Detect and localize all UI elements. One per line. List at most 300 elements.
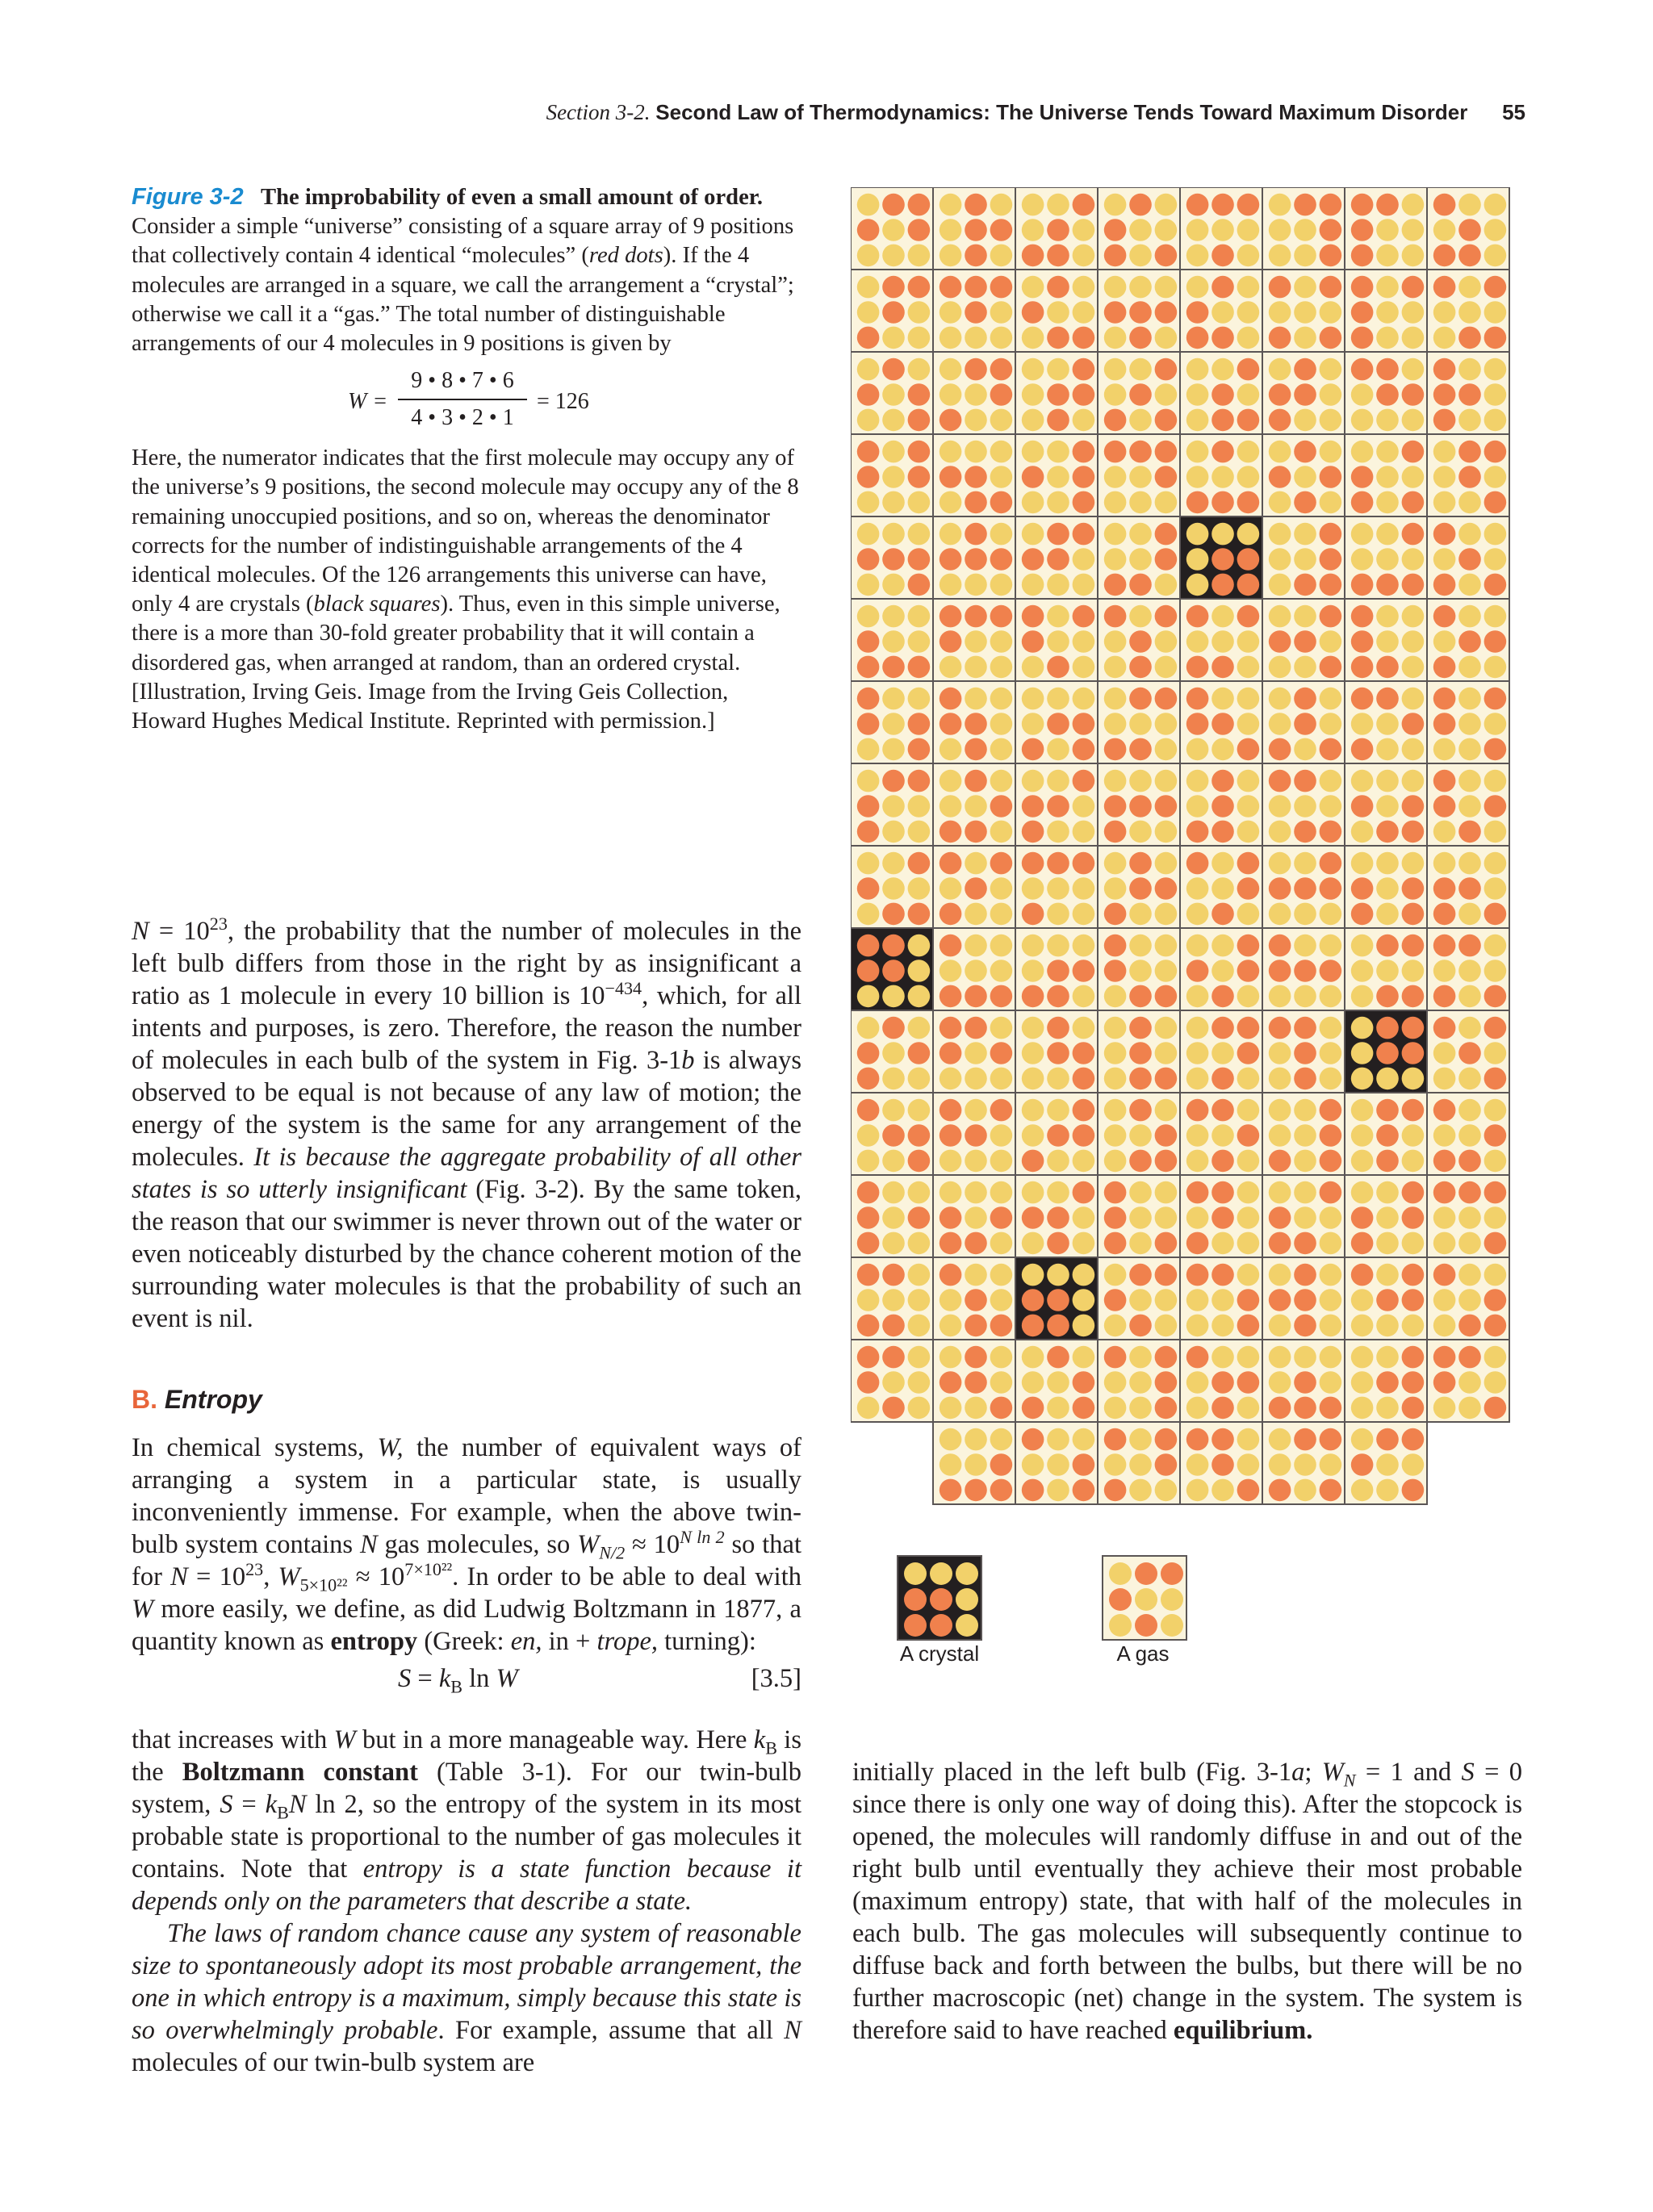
molecule-dot — [882, 960, 905, 982]
molecule-dot — [1294, 630, 1316, 653]
molecule-dot — [1433, 770, 1456, 792]
empty-position-dot — [1484, 852, 1507, 875]
section-letter: B. — [132, 1385, 157, 1414]
empty-position-dot — [857, 491, 880, 514]
empty-position-dot — [1073, 985, 1095, 1008]
arrangement-cell — [1098, 516, 1180, 599]
molecule-dot — [965, 770, 987, 792]
molecule-dot — [1129, 194, 1152, 216]
molecule-dot — [990, 1397, 1013, 1420]
molecule-dot — [1320, 1150, 1342, 1173]
empty-position-dot — [990, 327, 1013, 349]
empty-position-dot — [1484, 770, 1507, 792]
empty-position-dot — [1376, 491, 1399, 514]
molecule-dot — [1104, 738, 1127, 761]
arrangement-cell — [1427, 846, 1509, 928]
molecule-dot — [1351, 630, 1374, 653]
molecule-dot — [1294, 1289, 1316, 1311]
empty-position-dot — [1320, 1232, 1342, 1255]
molecule-dot — [939, 605, 962, 628]
molecule-dot — [1402, 1371, 1425, 1394]
molecule-dot — [908, 574, 931, 596]
empty-position-dot — [1073, 574, 1095, 596]
molecule-dot — [1433, 877, 1456, 900]
empty-position-dot — [1104, 383, 1127, 406]
empty-position-dot — [1047, 935, 1069, 957]
arrangement-cell — [1262, 1175, 1345, 1257]
empty-position-dot — [1269, 194, 1291, 216]
subscript: B — [450, 1676, 463, 1697]
molecule-dot — [857, 441, 880, 463]
molecule-dot — [1269, 383, 1291, 406]
empty-position-dot — [1320, 1264, 1342, 1286]
empty-position-dot — [1458, 409, 1481, 432]
empty-position-dot — [1073, 1232, 1095, 1255]
empty-position-dot — [939, 1428, 962, 1451]
molecule-dot — [1484, 574, 1507, 596]
empty-position-dot — [1458, 903, 1481, 926]
empty-position-dot — [1484, 877, 1507, 900]
arrangement-cell — [1262, 599, 1345, 681]
molecule-dot — [1155, 985, 1178, 1008]
empty-position-dot — [1212, 358, 1234, 381]
molecule-dot — [882, 194, 905, 216]
molecule-dot — [857, 960, 880, 982]
empty-position-dot — [1237, 466, 1260, 488]
molecule-dot — [1047, 523, 1069, 546]
empty-position-dot — [1104, 656, 1127, 679]
molecule-dot — [882, 301, 905, 324]
empty-position-dot — [1186, 877, 1209, 900]
empty-position-dot — [1212, 1124, 1234, 1147]
empty-position-dot — [1104, 1371, 1127, 1394]
molecule-dot — [965, 821, 987, 843]
legend-crystal-label: A crystal — [899, 1641, 980, 1666]
empty-position-dot — [965, 903, 987, 926]
empty-position-dot — [882, 441, 905, 463]
empty-position-dot — [1022, 877, 1044, 900]
empty-position-dot — [1402, 688, 1425, 710]
molecule-dot — [1433, 985, 1456, 1008]
empty-position-dot — [1237, 656, 1260, 679]
molecule-dot — [1320, 738, 1342, 761]
empty-position-dot — [1458, 1289, 1481, 1311]
empty-position-dot — [1294, 738, 1316, 761]
molecule-dot — [1269, 276, 1291, 299]
empty-position-dot — [882, 1068, 905, 1090]
arrangement-cell — [1180, 1175, 1262, 1257]
empty-position-dot — [1022, 1371, 1044, 1394]
molecule-dot — [1237, 194, 1260, 216]
molecule-dot — [882, 770, 905, 792]
empty-position-dot — [1269, 574, 1291, 596]
molecule-dot — [908, 1124, 931, 1147]
empty-position-dot — [908, 1346, 931, 1369]
empty-position-dot — [1237, 903, 1260, 926]
arrangement-cell — [1098, 1175, 1180, 1257]
empty-position-dot — [857, 852, 880, 875]
empty-position-dot — [1155, 491, 1178, 514]
empty-position-dot — [1269, 245, 1291, 267]
empty-position-dot — [1155, 1017, 1178, 1039]
empty-position-dot — [908, 1099, 931, 1122]
empty-position-dot — [1458, 985, 1481, 1008]
molecule-dot — [908, 466, 931, 488]
running-header — [129, 100, 1525, 125]
empty-position-dot — [1212, 630, 1234, 653]
empty-position-dot — [1458, 960, 1481, 982]
empty-position-dot — [1320, 985, 1342, 1008]
arrangement-cell — [1262, 1340, 1345, 1422]
empty-position-dot — [1320, 935, 1342, 957]
molecule-dot — [1186, 605, 1209, 628]
empty-position-dot — [1351, 985, 1374, 1008]
molecule-dot — [857, 1264, 880, 1286]
molecule-dot — [1135, 1562, 1157, 1585]
subscript: 5×10²² — [299, 1574, 348, 1595]
empty-position-dot — [1155, 194, 1178, 216]
arrangement-cell — [1098, 434, 1180, 516]
molecule-dot — [1458, 1150, 1481, 1173]
empty-position-dot — [1104, 327, 1127, 349]
molecule-dot — [1129, 1017, 1152, 1039]
empty-position-dot — [1458, 523, 1481, 546]
empty-position-dot — [882, 605, 905, 628]
molecule-dot — [1073, 358, 1095, 381]
molecule-dot — [857, 1099, 880, 1122]
molecule-dot — [1047, 383, 1069, 406]
molecule-dot — [1351, 219, 1374, 241]
molecule-dot — [939, 821, 962, 843]
molecule-dot — [1073, 1181, 1095, 1204]
empty-position-dot — [990, 1264, 1013, 1286]
empty-position-dot — [857, 1289, 880, 1311]
molecule-dot — [1073, 194, 1095, 216]
molecule-dot — [1269, 1150, 1291, 1173]
molecule-dot — [939, 1124, 962, 1147]
empty-position-dot — [1129, 409, 1152, 432]
empty-position-dot — [1351, 960, 1374, 982]
empty-position-dot — [908, 821, 931, 843]
empty-position-dot — [990, 194, 1013, 216]
empty-position-dot — [1022, 574, 1044, 596]
empty-position-dot — [1155, 327, 1178, 349]
empty-position-dot — [1022, 219, 1044, 241]
arrangement-cell — [1180, 1093, 1262, 1175]
molecule-dot — [1104, 574, 1127, 596]
empty-position-dot — [908, 1264, 931, 1286]
molecule-dot — [1186, 1346, 1209, 1369]
empty-position-dot — [1073, 1017, 1095, 1039]
molecule-dot — [1402, 1017, 1425, 1039]
text: so that for — [132, 1530, 802, 1591]
molecule-dot — [939, 903, 962, 926]
molecule-dot — [1237, 358, 1260, 381]
arrangement-cell — [1015, 1175, 1098, 1257]
empty-position-dot — [1402, 630, 1425, 653]
grid-layer — [851, 187, 1509, 1504]
empty-position-dot — [1186, 219, 1209, 241]
molecule-dot — [1320, 1181, 1342, 1204]
empty-position-dot — [1376, 301, 1399, 324]
empty-position-dot — [1237, 713, 1260, 735]
empty-position-dot — [965, 1453, 987, 1476]
empty-position-dot — [1161, 1588, 1183, 1611]
molecule-dot — [857, 466, 880, 488]
molecule-dot — [1269, 1017, 1291, 1039]
molecule-dot — [1129, 877, 1152, 900]
molecule-dot — [1047, 795, 1069, 817]
empty-position-dot — [908, 1289, 931, 1311]
empty-position-dot — [1351, 1346, 1374, 1369]
molecule-dot — [1073, 441, 1095, 463]
molecule-dot — [990, 1206, 1013, 1229]
empty-position-dot — [990, 466, 1013, 488]
molecule-dot — [1022, 1206, 1044, 1229]
molecule-dot — [857, 1232, 880, 1255]
empty-position-dot — [1402, 548, 1425, 571]
empty-position-dot — [1458, 358, 1481, 381]
empty-position-dot — [1484, 1346, 1507, 1369]
empty-position-dot — [1129, 548, 1152, 571]
empty-position-dot — [990, 1289, 1013, 1311]
empty-position-dot — [1109, 1562, 1132, 1585]
molecule-dot — [1047, 219, 1069, 241]
molecule-dot — [1212, 194, 1234, 216]
molecule-dot — [939, 548, 962, 571]
empty-position-dot — [1186, 523, 1209, 546]
empty-position-dot — [1073, 1289, 1095, 1311]
empty-position-dot — [1351, 1042, 1374, 1064]
molecule-dot — [1237, 1371, 1260, 1394]
empty-position-dot — [1073, 548, 1095, 571]
empty-position-dot — [1402, 1453, 1425, 1476]
empty-position-dot — [1294, 795, 1316, 817]
molecule-dot — [1433, 605, 1456, 628]
molecule-dot — [939, 688, 962, 710]
molecule-dot — [908, 656, 931, 679]
empty-position-dot — [1376, 1346, 1399, 1369]
empty-position-dot — [1237, 1346, 1260, 1369]
empty-position-dot — [1433, 1397, 1456, 1420]
empty-position-dot — [1047, 903, 1069, 926]
molecule-dot — [1129, 1315, 1152, 1337]
molecule-dot — [965, 219, 987, 241]
molecule-dot — [939, 466, 962, 488]
molecule-dot — [1294, 821, 1316, 843]
empty-position-dot — [1376, 960, 1399, 982]
molecule-dot — [1212, 1397, 1234, 1420]
empty-position-dot — [1161, 1614, 1183, 1637]
molecule-dot — [1458, 466, 1481, 488]
molecule-dot — [1237, 1017, 1260, 1039]
empty-position-dot — [1237, 985, 1260, 1008]
emphasis: The laws of random chance cause any system of reasonable size to spontaneously adopt its most probable arrangement, the one in which entropy is a maximum, simply because this state is so overwhelmingly probable — [132, 1919, 801, 2045]
math-var: S — [220, 1790, 233, 1819]
superscript: N ln 2 — [680, 1527, 725, 1548]
molecule-dot — [1484, 441, 1507, 463]
empty-position-dot — [1155, 903, 1178, 926]
empty-position-dot — [1022, 656, 1044, 679]
empty-position-dot — [882, 630, 905, 653]
empty-position-dot — [990, 441, 1013, 463]
empty-position-dot — [1320, 688, 1342, 710]
empty-position-dot — [1186, 1453, 1209, 1476]
empty-position-dot — [882, 1150, 905, 1173]
arrangement-cell — [1345, 763, 1427, 846]
empty-position-dot — [1402, 409, 1425, 432]
molecule-dot — [990, 795, 1013, 817]
molecule-dot — [1294, 1068, 1316, 1090]
arrangement-cell — [851, 352, 933, 434]
math-var: N — [132, 917, 149, 946]
empty-position-dot — [990, 1232, 1013, 1255]
molecule-dot — [1047, 409, 1069, 432]
empty-position-dot — [1186, 1397, 1209, 1420]
molecule-dot — [1212, 1181, 1234, 1204]
empty-position-dot — [1484, 409, 1507, 432]
empty-position-dot — [1320, 1346, 1342, 1369]
empty-position-dot — [1155, 852, 1178, 875]
empty-position-dot — [1376, 1206, 1399, 1229]
arrangement-cell — [1345, 1340, 1427, 1422]
molecule-dot — [1155, 1068, 1178, 1090]
molecule-dot — [1212, 409, 1234, 432]
arrangement-cell — [1427, 1257, 1509, 1340]
molecule-dot — [882, 1346, 905, 1369]
empty-position-dot — [1237, 327, 1260, 349]
molecule-dot — [1186, 1428, 1209, 1451]
molecule-dot — [1155, 245, 1178, 267]
arrangement-cell — [933, 1093, 1015, 1175]
text: (Greek: — [417, 1627, 511, 1656]
molecule-dot — [1402, 523, 1425, 546]
empty-position-dot — [1269, 358, 1291, 381]
empty-position-dot — [1376, 1181, 1399, 1204]
molecule-dot — [1351, 301, 1374, 324]
empty-position-dot — [1104, 358, 1127, 381]
arrangement-cell — [1262, 928, 1345, 1010]
molecule-dot — [1155, 1453, 1178, 1476]
arrangement-cell — [1345, 599, 1427, 681]
molecule-dot — [990, 276, 1013, 299]
empty-position-dot — [939, 327, 962, 349]
arrangement-cell — [1345, 352, 1427, 434]
molecule-dot — [1022, 301, 1044, 324]
molecule-dot — [1433, 523, 1456, 546]
molecule-dot — [1022, 466, 1044, 488]
empty-position-dot — [1269, 1068, 1291, 1090]
molecule-dot — [1484, 1289, 1507, 1311]
empty-position-dot — [1073, 877, 1095, 900]
empty-position-dot — [1237, 1206, 1260, 1229]
molecule-dot — [1155, 441, 1178, 463]
empty-position-dot — [1320, 358, 1342, 381]
molecule-dot — [1376, 574, 1399, 596]
empty-position-dot — [1402, 1068, 1425, 1090]
empty-position-dot — [1376, 903, 1399, 926]
arrangement-cell — [851, 599, 933, 681]
empty-position-dot — [857, 605, 880, 628]
molecule-dot — [1351, 688, 1374, 710]
empty-position-dot — [939, 770, 962, 792]
molecule-dot — [908, 1042, 931, 1064]
arrangement-cell — [933, 1257, 1015, 1340]
empty-position-dot — [1047, 821, 1069, 843]
molecule-dot — [1376, 1150, 1399, 1173]
empty-position-dot — [990, 630, 1013, 653]
empty-position-dot — [965, 852, 987, 875]
empty-position-dot — [857, 1124, 880, 1147]
empty-position-dot — [1351, 1150, 1374, 1173]
empty-position-dot — [1294, 1206, 1316, 1229]
molecule-dot — [1402, 903, 1425, 926]
molecule-dot — [1047, 713, 1069, 735]
empty-position-dot — [1484, 523, 1507, 546]
empty-position-dot — [1073, 935, 1095, 957]
empty-position-dot — [990, 1346, 1013, 1369]
molecule-dot — [1376, 656, 1399, 679]
empty-position-dot — [1047, 301, 1069, 324]
arrangement-cell — [1015, 928, 1098, 1010]
molecule-dot — [1320, 1124, 1342, 1147]
empty-position-dot — [1351, 383, 1374, 406]
empty-position-dot — [1104, 1099, 1127, 1122]
math-var: b — [681, 1046, 695, 1075]
empty-position-dot — [1294, 605, 1316, 628]
emphasis: entropy is a state function because it depends only on the parameters that describe a state. — [132, 1854, 801, 1916]
molecule-dot — [1402, 383, 1425, 406]
molecule-dot — [1433, 409, 1456, 432]
empty-position-dot — [1237, 1099, 1260, 1122]
empty-position-dot — [1047, 466, 1069, 488]
empty-position-dot — [882, 466, 905, 488]
molecule-dot — [857, 1346, 880, 1369]
empty-position-dot — [1433, 960, 1456, 982]
molecule-dot — [1376, 383, 1399, 406]
empty-position-dot — [1376, 795, 1399, 817]
empty-position-dot — [1212, 219, 1234, 241]
empty-position-dot — [882, 852, 905, 875]
molecule-dot — [1269, 1289, 1291, 1311]
molecule-dot — [1073, 738, 1095, 761]
arrangement-cell — [1098, 599, 1180, 681]
molecule-dot — [1022, 1479, 1044, 1502]
empty-position-dot — [939, 245, 962, 267]
molecule-dot — [1458, 1181, 1481, 1204]
molecule-dot — [1155, 877, 1178, 900]
molecule-dot — [1129, 738, 1152, 761]
empty-position-dot — [965, 630, 987, 653]
empty-position-dot — [1212, 1315, 1234, 1337]
molecule-dot — [939, 1099, 962, 1122]
molecule-dot — [1129, 630, 1152, 653]
molecule-dot — [1155, 1428, 1178, 1451]
empty-position-dot — [990, 821, 1013, 843]
text: = — [232, 1790, 266, 1819]
empty-position-dot — [1186, 985, 1209, 1008]
molecule-dot — [1022, 1289, 1044, 1311]
empty-position-dot — [1022, 935, 1044, 957]
empty-position-dot — [1376, 1397, 1399, 1420]
empty-position-dot — [1212, 688, 1234, 710]
empty-position-dot — [908, 985, 931, 1008]
empty-position-dot — [965, 656, 987, 679]
empty-position-dot — [1104, 1042, 1127, 1064]
molecule-dot — [857, 1206, 880, 1229]
molecule-dot — [908, 903, 931, 926]
molecule-dot — [1104, 1479, 1127, 1502]
